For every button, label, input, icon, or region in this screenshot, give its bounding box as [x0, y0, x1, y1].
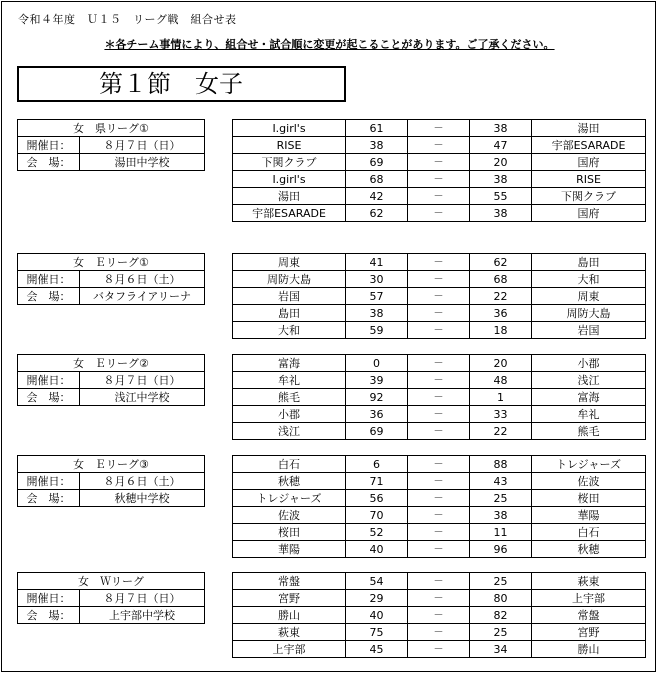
away-score: 38 [470, 507, 532, 524]
score-separator: － [408, 490, 470, 507]
league-date: ８月６日（土） [80, 473, 205, 490]
games-table [232, 119, 646, 222]
away-score: 68 [470, 271, 532, 288]
away-team: 常盤 [532, 607, 646, 624]
game-row [233, 524, 646, 541]
home-team: 秋穂 [233, 473, 346, 490]
home-score: 45 [346, 641, 408, 658]
games-table [232, 455, 646, 558]
home-score: 75 [346, 624, 408, 641]
score-separator: － [408, 524, 470, 541]
home-team: 桜田 [233, 524, 346, 541]
score-separator: － [408, 607, 470, 624]
document-title: 令和４年度 Ｕ１５ リーグ戦 組合せ表 [18, 13, 237, 26]
venue-label: 会 場： [18, 389, 80, 406]
score-separator: － [408, 389, 470, 406]
home-team: RISE [233, 137, 346, 154]
league-date: ８月７日（日） [80, 372, 205, 389]
away-team: 佐波 [532, 473, 646, 490]
home-score: 41 [346, 254, 408, 271]
game-row [233, 171, 646, 188]
home-score: 56 [346, 490, 408, 507]
away-team: 岩国 [532, 322, 646, 339]
away-score: 20 [470, 355, 532, 372]
league-date: ８月７日（日） [80, 137, 205, 154]
league-date: ８月７日（日） [80, 590, 205, 607]
home-score: 61 [346, 120, 408, 137]
away-team: RISE [532, 171, 646, 188]
venue-label: 会 場： [18, 154, 80, 171]
league-name: 女 Ｗリーグ [18, 573, 205, 590]
away-score: 82 [470, 607, 532, 624]
away-team: 宇部ESARADE [532, 137, 646, 154]
games-table [232, 253, 646, 339]
league-info-table [17, 572, 205, 624]
score-separator: － [408, 271, 470, 288]
score-separator: － [408, 456, 470, 473]
home-team: 周防大島 [233, 271, 346, 288]
score-separator: － [408, 406, 470, 423]
home-score: 36 [346, 406, 408, 423]
score-separator: － [408, 473, 470, 490]
score-separator: － [408, 137, 470, 154]
home-team: 岩国 [233, 288, 346, 305]
away-score: 34 [470, 641, 532, 658]
away-team: 湯田 [532, 120, 646, 137]
home-score: 30 [346, 271, 408, 288]
date-label: 開催日： [18, 473, 80, 490]
league-info-table [17, 455, 205, 507]
away-score: 22 [470, 423, 532, 440]
home-team: 周東 [233, 254, 346, 271]
home-score: 54 [346, 573, 408, 590]
game-row [233, 423, 646, 440]
home-team: 大和 [233, 322, 346, 339]
home-score: 38 [346, 137, 408, 154]
home-team: 浅江 [233, 423, 346, 440]
league-venue: 湯田中学校 [80, 154, 205, 171]
away-team: 華陽 [532, 507, 646, 524]
away-team: 小郡 [532, 355, 646, 372]
away-team: 島田 [532, 254, 646, 271]
away-score: 22 [470, 288, 532, 305]
score-separator: － [408, 305, 470, 322]
away-score: 11 [470, 524, 532, 541]
away-score: 36 [470, 305, 532, 322]
venue-label: 会 場： [18, 288, 80, 305]
home-score: 38 [346, 305, 408, 322]
score-separator: － [408, 205, 470, 222]
games-table [232, 572, 646, 658]
home-team: 湯田 [233, 188, 346, 205]
score-separator: － [408, 322, 470, 339]
game-row [233, 137, 646, 154]
home-score: 39 [346, 372, 408, 389]
score-separator: － [408, 641, 470, 658]
away-team: 白石 [532, 524, 646, 541]
away-team: 勝山 [532, 641, 646, 658]
home-team: トレジャーズ [233, 490, 346, 507]
away-score: 48 [470, 372, 532, 389]
home-score: 52 [346, 524, 408, 541]
venue-label: 会 場： [18, 607, 80, 624]
home-score: 29 [346, 590, 408, 607]
game-row [233, 406, 646, 423]
game-row [233, 372, 646, 389]
away-team: 周東 [532, 288, 646, 305]
home-score: 0 [346, 355, 408, 372]
game-row [233, 120, 646, 137]
score-separator: － [408, 154, 470, 171]
score-separator: － [408, 624, 470, 641]
home-score: 42 [346, 188, 408, 205]
game-row [233, 154, 646, 171]
away-team: 国府 [532, 205, 646, 222]
score-separator: － [408, 507, 470, 524]
home-score: 69 [346, 154, 408, 171]
home-team: 牟礼 [233, 372, 346, 389]
away-score: 80 [470, 590, 532, 607]
game-row [233, 271, 646, 288]
away-team: 富海 [532, 389, 646, 406]
home-team: 上宇部 [233, 641, 346, 658]
score-separator: － [408, 120, 470, 137]
game-row [233, 305, 646, 322]
game-row [233, 288, 646, 305]
league-info-table [17, 119, 205, 171]
score-separator: － [408, 254, 470, 271]
league-venue: 上宇部中学校 [80, 607, 205, 624]
home-score: 71 [346, 473, 408, 490]
games-table [232, 354, 646, 440]
away-team: 宮野 [532, 624, 646, 641]
away-score: 55 [470, 188, 532, 205]
league-name: 女 県リーグ① [18, 120, 205, 137]
score-separator: － [408, 541, 470, 558]
score-separator: － [408, 171, 470, 188]
home-team: 常盤 [233, 573, 346, 590]
home-team: 白石 [233, 456, 346, 473]
away-team: 国府 [532, 154, 646, 171]
game-row [233, 254, 646, 271]
away-team: 浅江 [532, 372, 646, 389]
home-score: 6 [346, 456, 408, 473]
home-team: 富海 [233, 355, 346, 372]
away-team: 上宇部 [532, 590, 646, 607]
game-row [233, 590, 646, 607]
home-score: 92 [346, 389, 408, 406]
away-team: 秋穂 [532, 541, 646, 558]
league-name: 女 Ｅリーグ② [18, 355, 205, 372]
league-info-table [17, 253, 205, 305]
home-team: I.girl's [233, 171, 346, 188]
away-score: 38 [470, 171, 532, 188]
away-team: 熊毛 [532, 423, 646, 440]
game-row [233, 490, 646, 507]
home-team: 萩東 [233, 624, 346, 641]
home-score: 40 [346, 607, 408, 624]
league-venue: 秋穂中学校 [80, 490, 205, 507]
home-score: 68 [346, 171, 408, 188]
date-label: 開催日： [18, 372, 80, 389]
away-team: 下関クラブ [532, 188, 646, 205]
away-score: 25 [470, 490, 532, 507]
away-score: 25 [470, 624, 532, 641]
league-info-table [17, 354, 205, 406]
away-score: 18 [470, 322, 532, 339]
home-team: 下関クラブ [233, 154, 346, 171]
home-score: 40 [346, 541, 408, 558]
game-row [233, 355, 646, 372]
venue-label: 会 場： [18, 490, 80, 507]
game-row [233, 188, 646, 205]
away-score: 43 [470, 473, 532, 490]
home-score: 59 [346, 322, 408, 339]
game-row [233, 389, 646, 406]
date-label: 開催日： [18, 137, 80, 154]
away-score: 62 [470, 254, 532, 271]
home-team: 勝山 [233, 607, 346, 624]
home-team: 宮野 [233, 590, 346, 607]
date-label: 開催日： [18, 271, 80, 288]
game-row [233, 507, 646, 524]
game-row [233, 205, 646, 222]
away-team: 牟礼 [532, 406, 646, 423]
home-score: 69 [346, 423, 408, 440]
score-separator: － [408, 423, 470, 440]
home-score: 70 [346, 507, 408, 524]
away-score: 38 [470, 205, 532, 222]
league-date: ８月６日（土） [80, 271, 205, 288]
game-row [233, 573, 646, 590]
home-team: 熊毛 [233, 389, 346, 406]
date-label: 開催日： [18, 590, 80, 607]
score-separator: － [408, 590, 470, 607]
score-separator: － [408, 372, 470, 389]
game-row [233, 624, 646, 641]
home-team: 小郡 [233, 406, 346, 423]
score-separator: － [408, 288, 470, 305]
away-score: 20 [470, 154, 532, 171]
league-venue: バタフライアリーナ [80, 288, 205, 305]
home-score: 62 [346, 205, 408, 222]
game-row [233, 641, 646, 658]
game-row [233, 473, 646, 490]
league-name: 女 Ｅリーグ① [18, 254, 205, 271]
league-venue: 浅江中学校 [80, 389, 205, 406]
game-row [233, 456, 646, 473]
away-score: 38 [470, 120, 532, 137]
away-score: 1 [470, 389, 532, 406]
home-team: 宇部ESARADE [233, 205, 346, 222]
game-row [233, 322, 646, 339]
away-team: 大和 [532, 271, 646, 288]
home-score: 57 [346, 288, 408, 305]
game-row [233, 541, 646, 558]
home-team: 島田 [233, 305, 346, 322]
section-title: 第１節 女子 [17, 66, 346, 102]
away-score: 96 [470, 541, 532, 558]
away-score: 88 [470, 456, 532, 473]
notice-text: ＊各チーム事情により、組合せ・試合順に変更が起こることがあります。ご了承ください。 [104, 38, 555, 51]
away-score: 25 [470, 573, 532, 590]
league-name: 女 Ｅリーグ③ [18, 456, 205, 473]
away-score: 33 [470, 406, 532, 423]
away-team: 萩東 [532, 573, 646, 590]
home-team: 佐波 [233, 507, 346, 524]
away-score: 47 [470, 137, 532, 154]
game-row [233, 607, 646, 624]
away-team: トレジャーズ [532, 456, 646, 473]
score-separator: － [408, 188, 470, 205]
home-team: 華陽 [233, 541, 346, 558]
away-team: 周防大島 [532, 305, 646, 322]
home-team: I.girl's [233, 120, 346, 137]
away-team: 桜田 [532, 490, 646, 507]
score-separator: － [408, 573, 470, 590]
score-separator: － [408, 355, 470, 372]
